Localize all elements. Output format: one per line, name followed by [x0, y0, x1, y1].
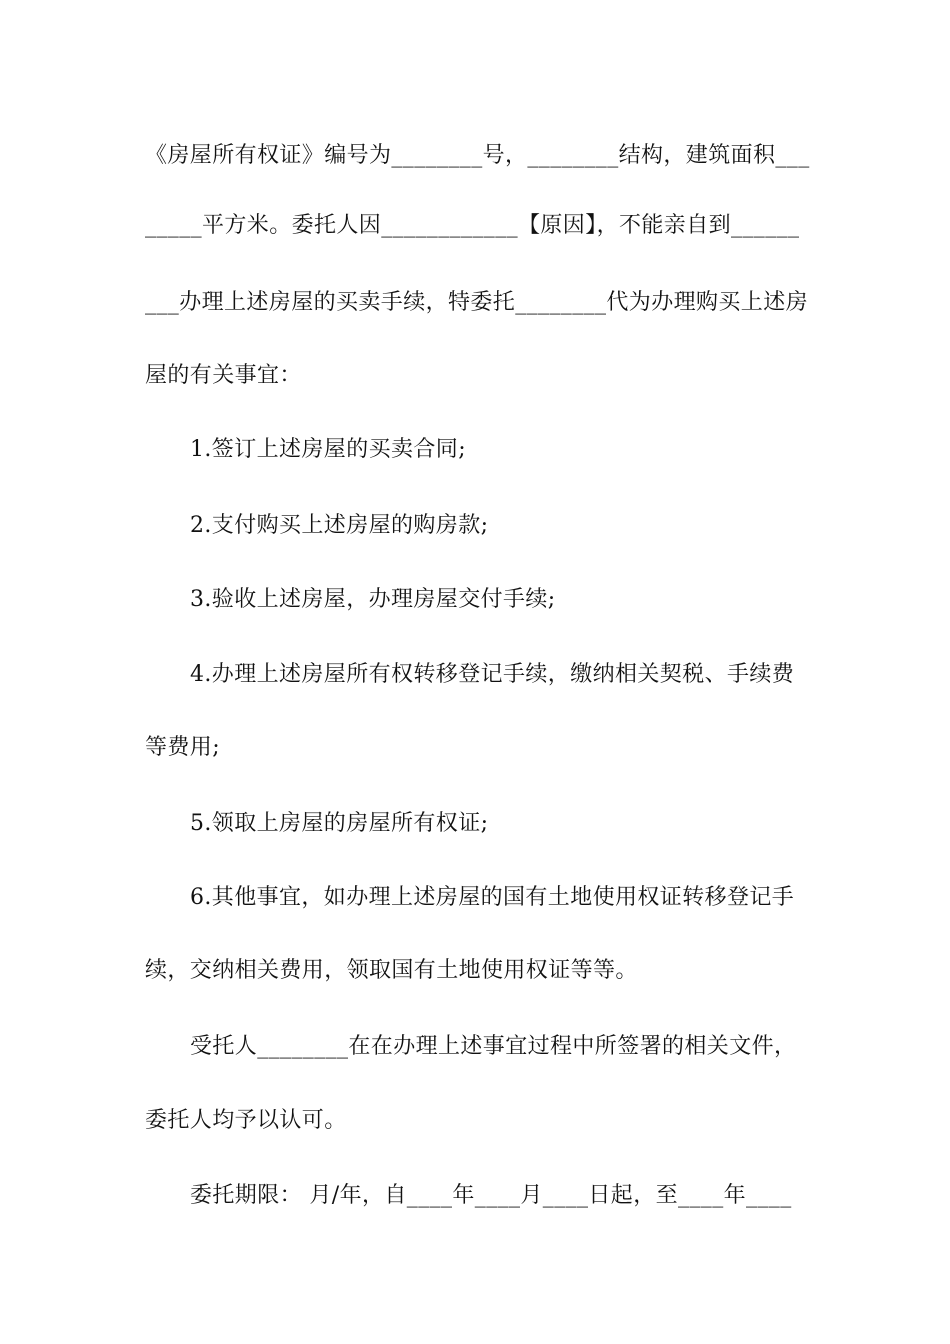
paragraph-line: ___办理上述房屋的买卖手续，特委托________代为办理购买上述房 [145, 290, 809, 315]
list-item-6: 6.其他事宜，如办理上述房屋的国有土地使用权证转移登记手 [190, 885, 795, 910]
term-paragraph: 委托期限： 月/年，自____年____月____日起，至____年____ [190, 1183, 792, 1208]
list-item-4: 4.办理上述房屋所有权转移登记手续，缴纳相关契税、手续费 [190, 662, 795, 687]
paragraph-line: 《房屋所有权证》编号为________号，________结构，建筑面积___ [145, 143, 810, 168]
list-item-4-continuation: 等费用; [145, 735, 221, 760]
paragraph-line: _____平方米。委托人因____________【原因】，不能亲自到______ [145, 213, 800, 238]
trustee-paragraph: 受托人________在在办理上述事宜过程中所签署的相关文件， [190, 1034, 797, 1059]
trustee-paragraph-continuation: 委托人均予以认可。 [145, 1108, 347, 1133]
list-item-5: 5.领取上房屋的房屋所有权证; [190, 811, 489, 836]
paragraph-line: 屋的有关事宜： [145, 363, 302, 388]
list-item-2: 2.支付购买上述房屋的购房款; [190, 513, 489, 538]
list-item-3: 3.验收上述房屋，办理房屋交付手续; [190, 587, 556, 612]
list-item-6-continuation: 续，交纳相关费用，领取国有土地使用权证等等。 [145, 958, 638, 983]
list-item-1: 1.签订上述房屋的买卖合同; [190, 437, 467, 462]
